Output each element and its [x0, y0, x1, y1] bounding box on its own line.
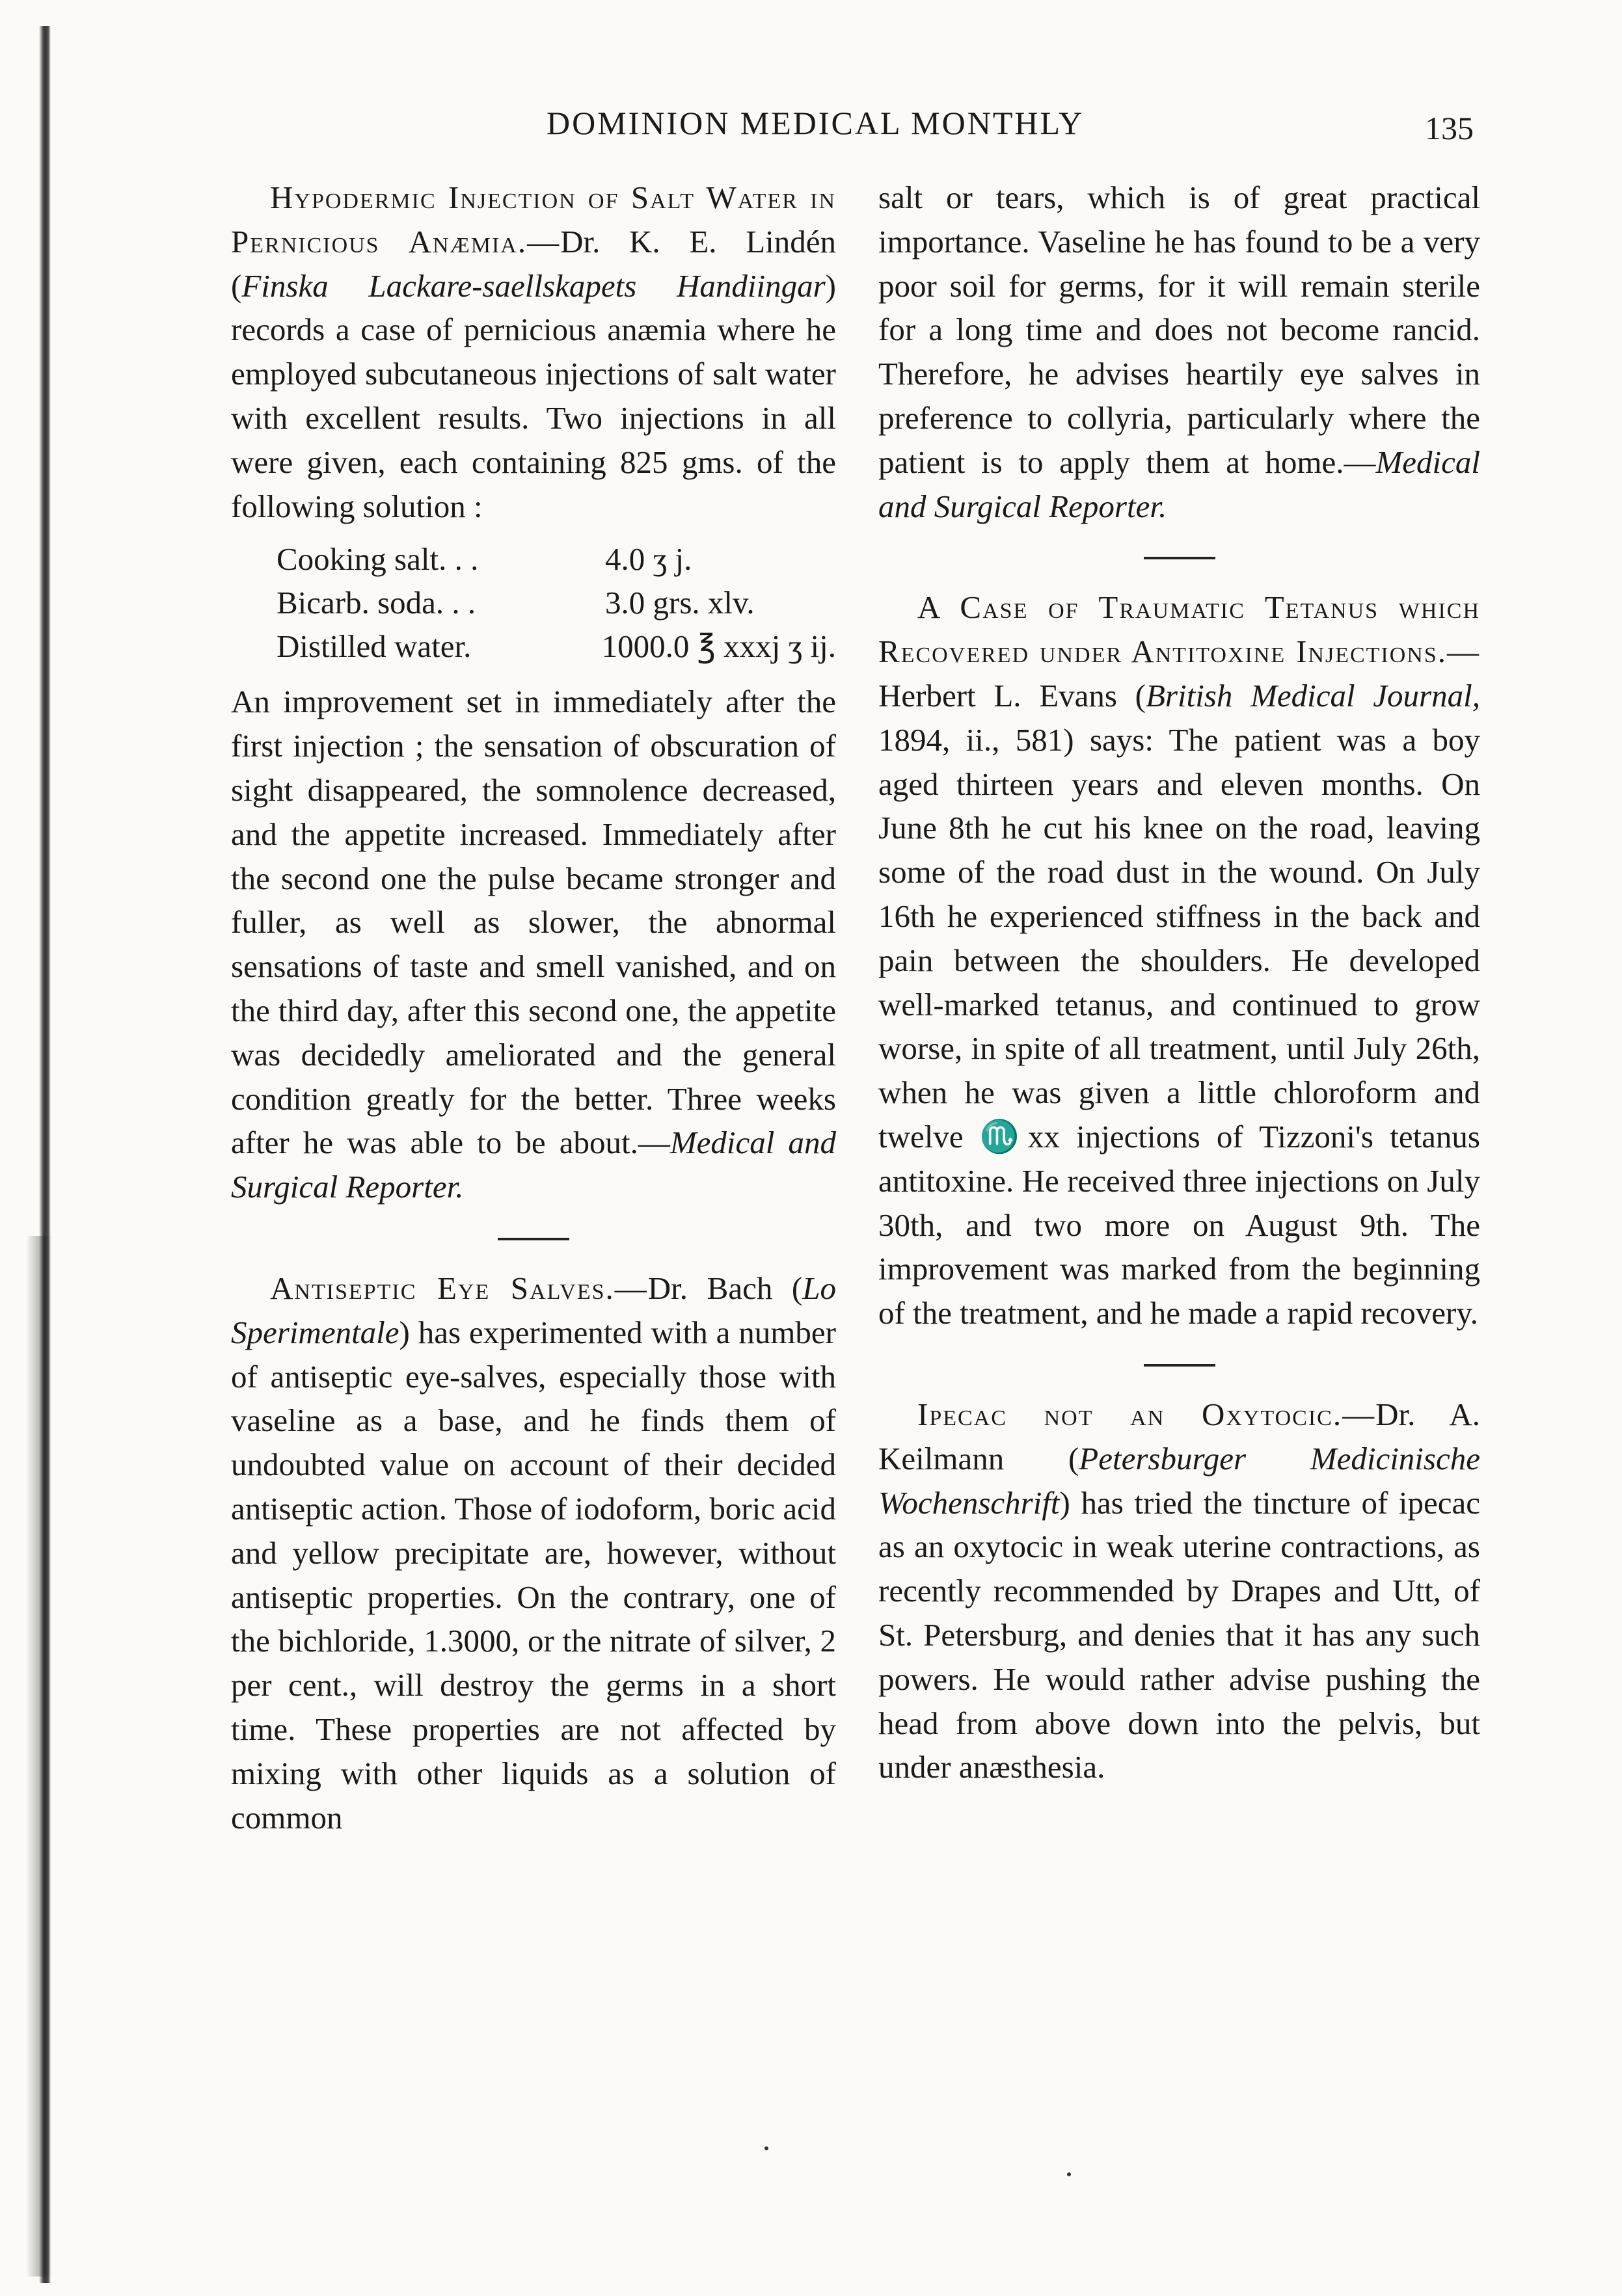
article-citation: Medical and Surgical Reporter. [878, 444, 1480, 524]
print-speck [764, 2146, 768, 2150]
section-divider [1144, 557, 1215, 559]
recipe-row [277, 581, 836, 624]
recipe-row [277, 624, 836, 668]
article-body-text: An improvement set in immediately after the first injection ; the sensation of obscuration of sight disappeared, the somnolence decreased, and the appetite increased. Immediately after the second one the pulse became stronger and fuller, as well as slower, the abnormal sensations of taste and smell vanished, and on the third day, after this second one, the appetite was decidedly ameliorated and the general condition greatly for the better. Three weeks after he was able to be about.— [231, 684, 836, 1161]
page-number: 135 [1425, 110, 1474, 146]
article-author: Dr. K. E. Lindén ( [231, 223, 836, 304]
left-column [231, 176, 836, 1839]
article-author: Herbert L. Evans ( [878, 677, 1146, 714]
article-ipecac [878, 1393, 1480, 1789]
section-divider [498, 1238, 569, 1240]
article-title: Hypodermic Injection of Salt Water in Pernicious Anæmia.— [231, 180, 836, 260]
article-author: Dr. A. Keilmann ( [878, 1396, 1480, 1476]
article-source: British Medical Journal, [1145, 677, 1480, 714]
recipe-row [277, 537, 836, 581]
article-traumatic-tetanus [878, 585, 1480, 1335]
recipe-ingredient: Distilled water. [277, 628, 472, 665]
recipe-quantity: 4.0 ʒ j. [605, 541, 692, 578]
article-author: Dr. Bach ( [647, 1270, 803, 1306]
binding-shadow [26, 1236, 52, 2276]
recipe-quantity: 1000.0 ℥ xxxj ʒ ij. [601, 628, 836, 665]
article-body: ) records a case of pernicious anæmia where he employed subcutaneous injections of salt water with excellent results. Two injections in all were given, each containing 825 gms. of the following solution : [231, 267, 836, 524]
article-body: ) has tried the tincture of ipecac as an oxytocic in weak uterine contractions, as recently recommended by Drapes and Utt, of St. Petersburg, and denies that it has any such powers. He would rather advise pushing the head from above down into the pelvis, but under anæsthesia. [878, 1484, 1480, 1785]
page-header [0, 104, 1622, 146]
article-antiseptic-eye-salves [231, 1266, 836, 1839]
article-title: A Case of Traumatic Tetanus which Recovered under Antitoxine Injections.— [878, 589, 1480, 670]
recipe-quantity: 3.0 grs. xlv. [605, 585, 755, 621]
article-body-continued [231, 680, 836, 1209]
article-title: Antiseptic Eye Salves.— [270, 1270, 648, 1306]
article-title: Ipecac not an Oxytocic.— [917, 1396, 1376, 1432]
recipe-ingredient: Cooking salt. . . [277, 541, 479, 578]
article-source: Finska Lackare-saellskapets Handiingar [241, 267, 826, 304]
print-speck [1067, 2172, 1071, 2176]
article-body: salt or tears, which is of great practical importance. Vaseline he has found to be a very poor soil for germs, for it will remain sterile for a long time and does not become rancid. Therefore, he advises heartily eye salves in preference to collyria, particularly where the patient is to apply them at home.— [878, 180, 1480, 480]
article-source: Petersburger Medicinische Wochenschrift [878, 1440, 1480, 1521]
article-body: 1894, ii., 581) says: The patient was a boy aged thirteen years and eleven months. On June 8th he cut his knee on the road, leaving some of the road dust in the wound. On July 16th he experienced stiffness in the back and pain between the shoulders. He developed well-marked tetanus, and continued to grow worse, in spite of all treatment, until July 26th, when he was given a little chloroform and twelve ♏xx injections of Tizzoni's tetanus antitoxine. He received three injections on July 30th, and two more on August 9th. The improvement was marked from the beginning of the treatment, and he made a rapid recovery. [878, 721, 1480, 1331]
article-antiseptic-continued [878, 176, 1480, 528]
recipe-ingredient: Bicarb. soda. . . [277, 585, 476, 621]
article-citation: Medical and Surgical Reporter. [231, 1125, 836, 1205]
article-hypodermic-injection [231, 176, 836, 528]
running-title: DOMINION MEDICAL MONTHLY [547, 105, 1085, 141]
right-column [878, 176, 1480, 1789]
section-divider [1144, 1364, 1215, 1367]
article-body: ) has experimented with a number of antiseptic eye-salves, especially those with vaseline as a base, and he finds them of undoubted value on account of their decided antiseptic action. Those of iodoform, boric acid and yellow precipitate are, however, without antiseptic properties. On the contrary, one of the bichloride, 1.3000, or the nitrate of silver, 2 per cent., will destroy the germs in a short time. These properties are not affected by mixing with other liquids as a solution of common [231, 1314, 836, 1835]
solution-recipe [277, 537, 836, 668]
article-source: Lo Sperimentale [231, 1270, 836, 1350]
